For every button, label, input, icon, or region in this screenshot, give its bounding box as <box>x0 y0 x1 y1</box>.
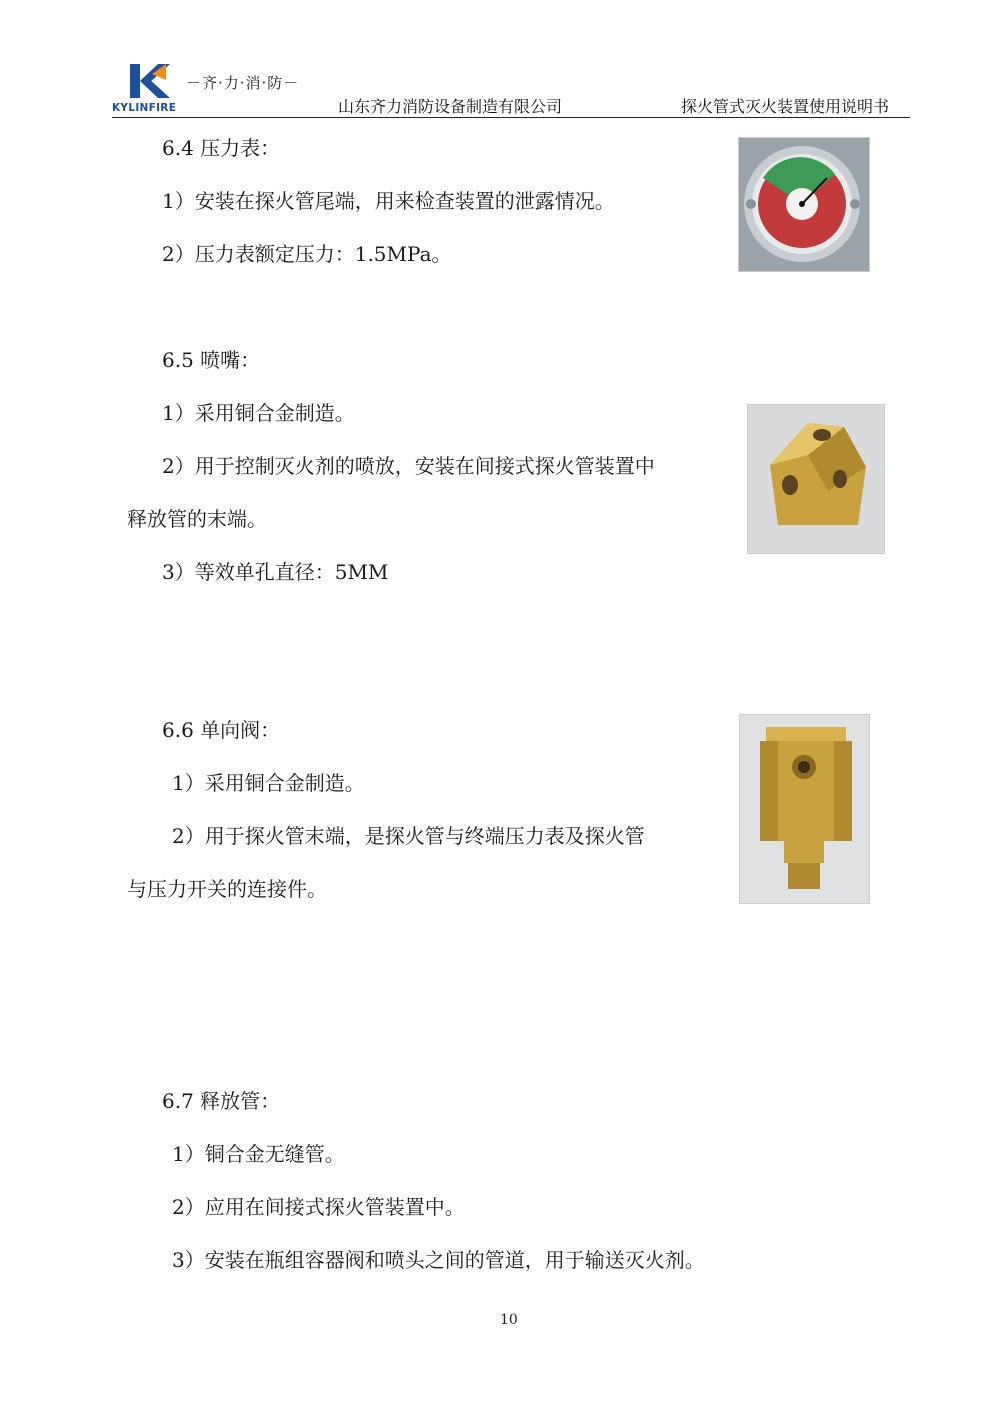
list-item: 2）用于控制灭火剂的喷放，安装在间接式探火管装置中 <box>162 454 655 478</box>
logo-wordmark: KYLINFIRE <box>112 102 177 114</box>
list-item: 1）采用铜合金制造。 <box>162 401 355 425</box>
list-item: 1）铜合金无缝管。 <box>172 1142 345 1166</box>
section-heading-6-6: 6.6 单向阀： <box>162 718 281 742</box>
pressure-gauge-photo <box>738 137 870 272</box>
section-heading-6-5: 6.5 喷嘴： <box>162 348 261 372</box>
page-number: 10 <box>500 1312 518 1328</box>
list-item: 2）应用在间接式探火管装置中。 <box>172 1195 465 1219</box>
check-valve-photo <box>739 714 870 904</box>
header-divider <box>112 117 910 118</box>
manual-title: 探火管式灭火装置使用说明书 <box>681 97 890 116</box>
company-name: 山东齐力消防设备制造有限公司 <box>338 97 563 116</box>
list-item: 3）等效单孔直径：5MM <box>162 560 389 584</box>
list-item: 1）采用铜合金制造。 <box>172 771 365 795</box>
list-item: 2）压力表额定压力：1.5MPa。 <box>162 242 452 266</box>
list-item: 3）安装在瓶组容器阀和喷头之间的管道，用于输送灭火剂。 <box>172 1248 705 1272</box>
section-heading-6-7: 6.7 释放管： <box>162 1089 281 1113</box>
logo-tagline: －齐·力·消·防－ <box>186 74 300 92</box>
list-item-continuation: 释放管的末端。 <box>127 507 267 531</box>
list-item-continuation: 与压力开关的连接件。 <box>127 877 327 901</box>
section-heading-6-4: 6.4 压力表： <box>162 136 281 160</box>
list-item: 1）安装在探火管尾端，用来检查装置的泄露情况。 <box>162 189 615 213</box>
nozzle-photo <box>747 404 885 554</box>
list-item: 2）用于探火管末端，是探火管与终端压力表及探火管 <box>172 824 645 848</box>
